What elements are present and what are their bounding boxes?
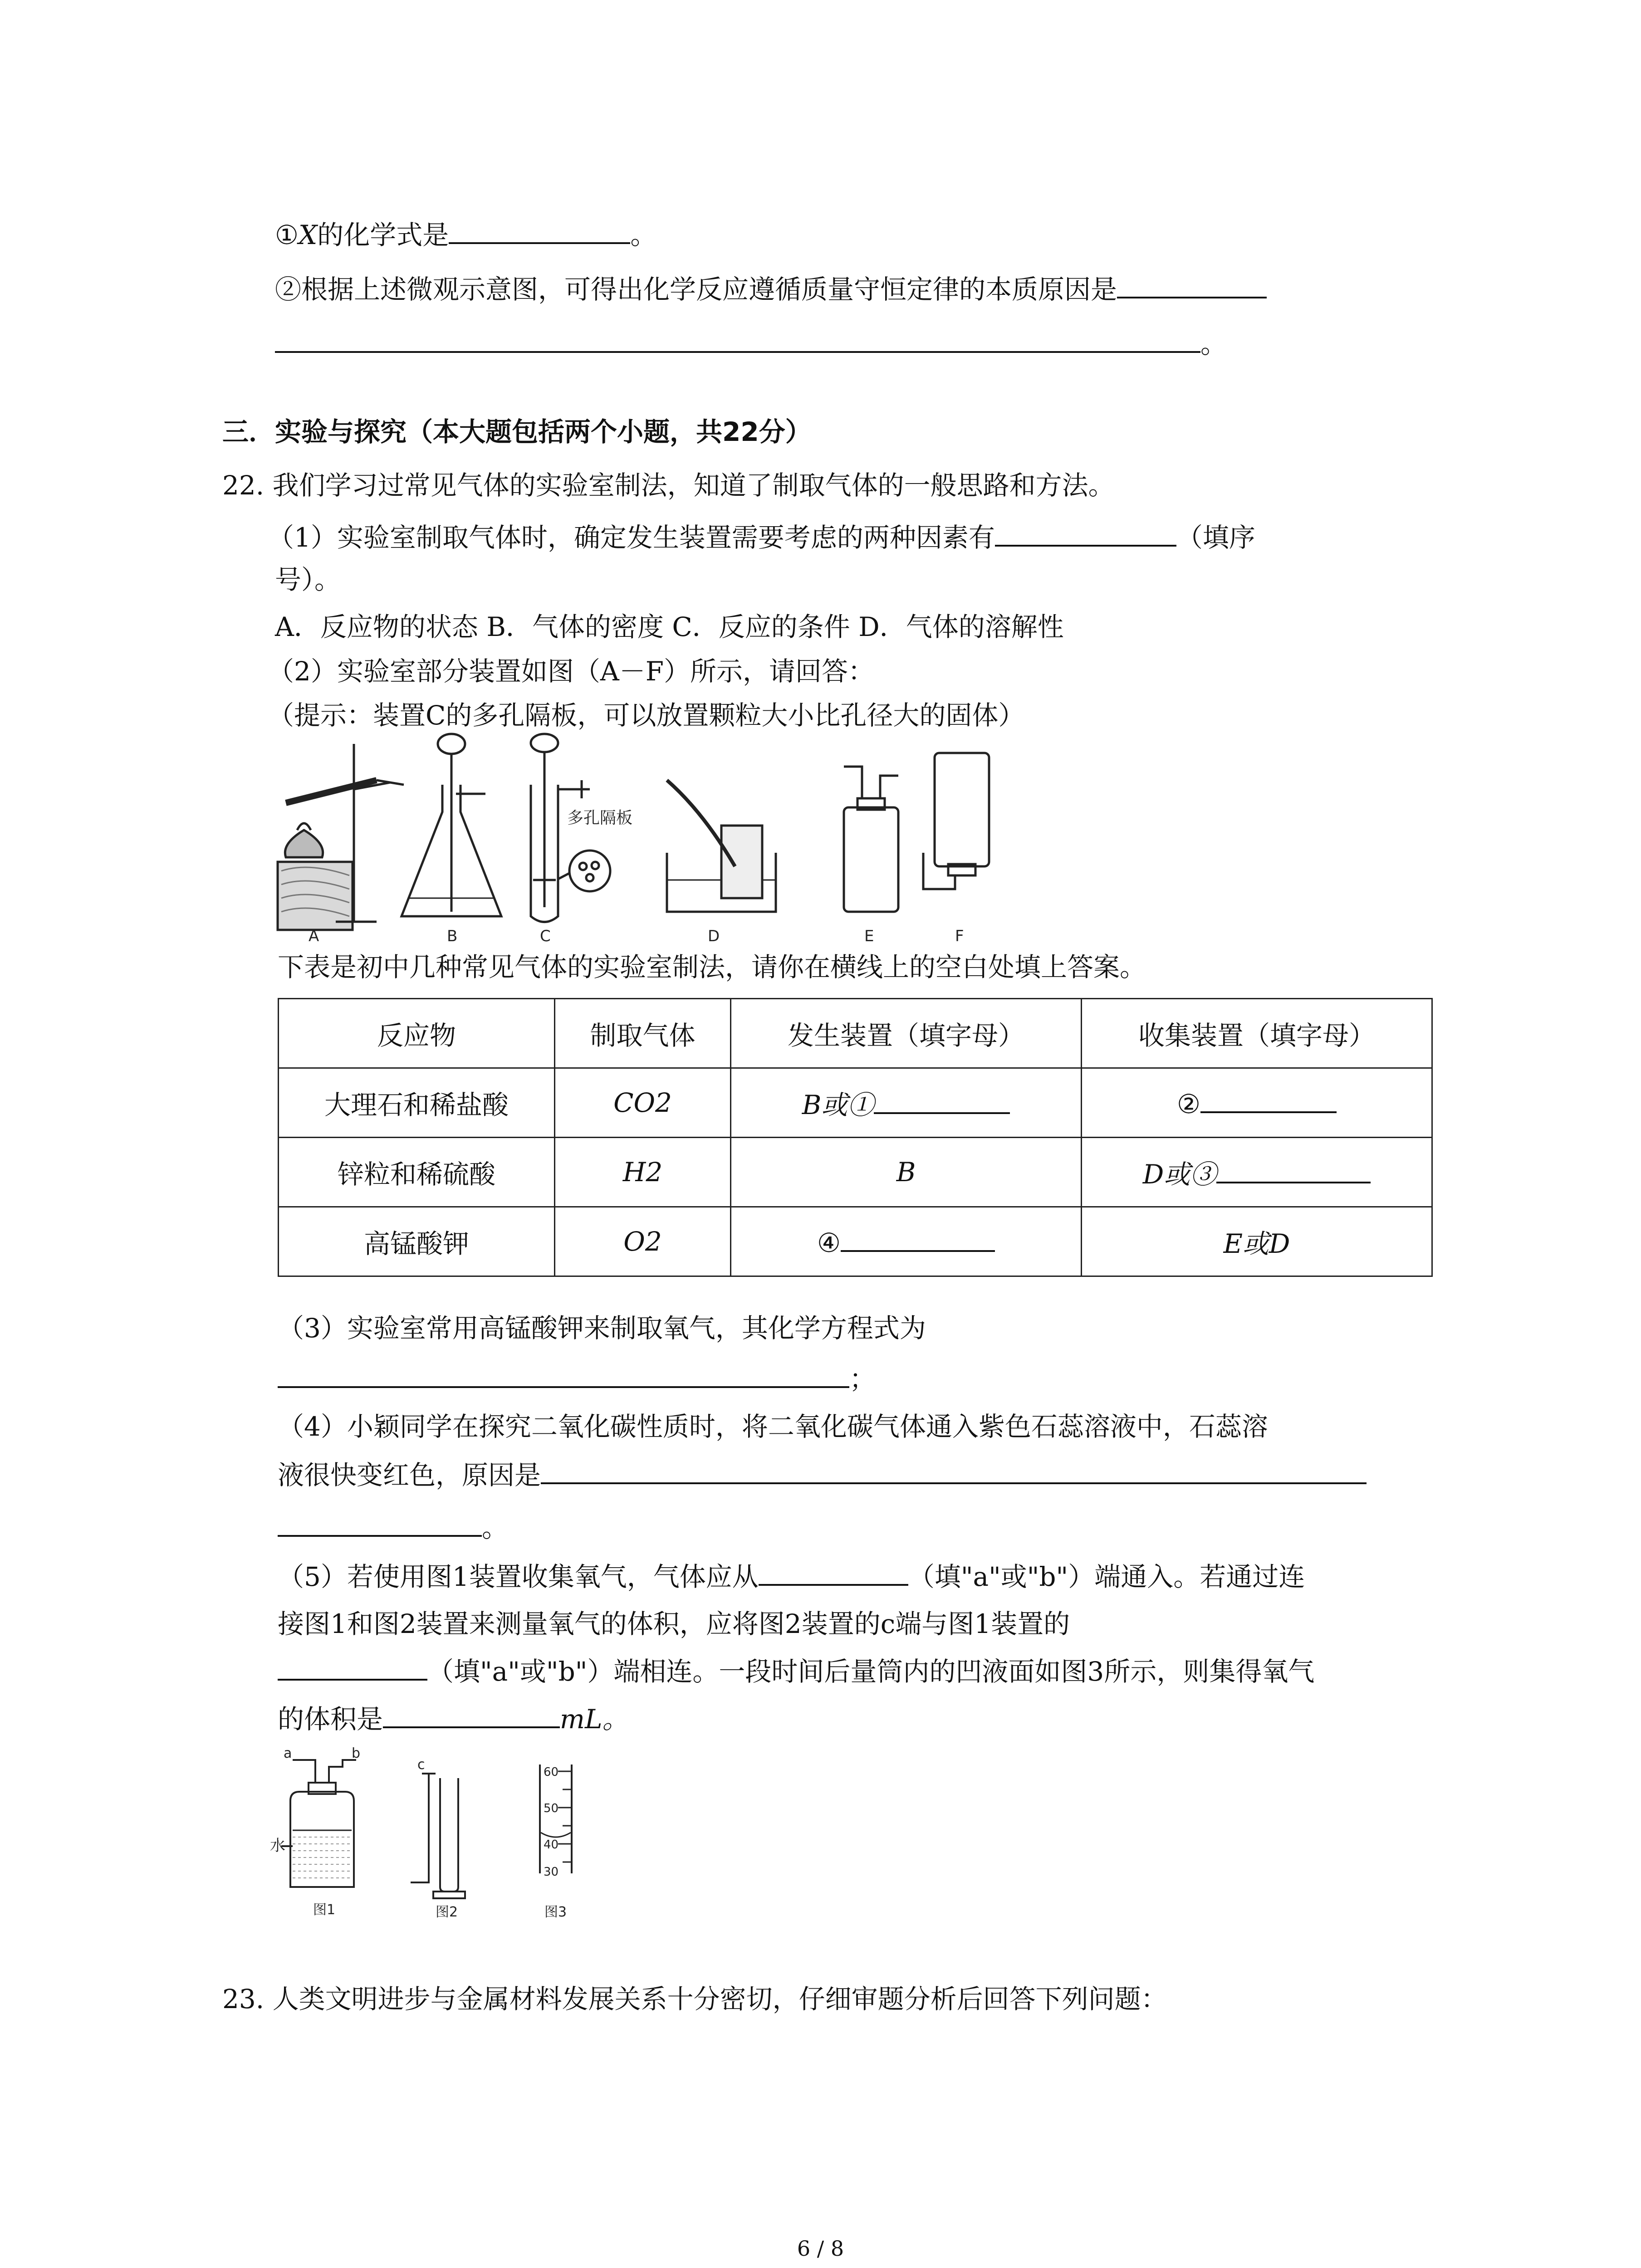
q22-s5-text4: 的体积是	[278, 1704, 383, 1735]
label-f: F	[955, 927, 964, 945]
gas-table	[278, 998, 1433, 1277]
fig1-a-label: a	[284, 1745, 292, 1761]
answer-blank[interactable]	[275, 326, 1200, 353]
q21-p2-text: ②根据上述微观示意图，可得出化学反应遵循质量守恒定律的本质原因是	[275, 274, 1117, 305]
q22-sub4-cont2	[278, 1510, 508, 1546]
q22-s5-text: （5）若使用图1装置收集氧气，气体应从	[278, 1561, 759, 1592]
col-header: 反应物	[279, 999, 555, 1068]
table-intro: 下表是初中几种常见气体的实验室制法，请你在横线上的空白处填上答案。	[278, 952, 1146, 982]
col-header: 发生装置（填字母）	[731, 999, 1082, 1068]
table-row	[279, 1138, 1432, 1207]
fig2-caption: 图2	[436, 1904, 458, 1920]
answer-blank[interactable]	[1200, 1086, 1337, 1113]
answer-blank[interactable]	[1117, 271, 1267, 298]
cell-reactant: 锌粒和稀硫酸	[279, 1138, 555, 1207]
fig1-water-label: 水	[270, 1837, 285, 1855]
circled-one: ①	[275, 220, 299, 250]
answer-blank[interactable]	[278, 1653, 427, 1681]
q21-part2	[275, 271, 1267, 308]
q22-s1-text: （1）实验室制取气体时，确定发生装置需要考虑的两种因素有	[268, 522, 995, 553]
q22-sub3: （3）实验室常用高锰酸钾来制取氧气，其化学方程式为	[278, 1313, 926, 1344]
apparatus-c	[531, 734, 610, 922]
answer-blank[interactable]	[278, 1510, 482, 1537]
answer-blank[interactable]	[841, 1225, 995, 1252]
cell-reactant: 高锰酸钾	[279, 1207, 555, 1276]
q22-hint: （提示：装置C的多孔隔板，可以放置颗粒大小比孔径大的固体）	[268, 700, 1025, 731]
section-title: 三．实验与探究（本大题包括两个小题，共22分）	[222, 416, 812, 447]
q22-sub3-cont	[278, 1361, 876, 1397]
unit-ml: mL。	[560, 1704, 629, 1735]
q22-sub5-line2: 接图1和图2装置来测量氧气的体积，应将图2装置的c端与图1装置的	[278, 1608, 1070, 1639]
q21-p2-end: 。	[1200, 328, 1227, 359]
q22-sub5-line3	[278, 1653, 1314, 1690]
q21-p1-end: 。	[630, 220, 657, 250]
figure-3-scale	[540, 1765, 572, 1873]
label-d: D	[708, 927, 720, 945]
tick-40: 40	[544, 1838, 559, 1852]
answer-blank[interactable]	[541, 1457, 1367, 1484]
q23-stem: 23. 人类文明进步与金属材料发展关系十分密切，仔细审题分析后回答下列问题：	[222, 1984, 1167, 2014]
q22-s5-text3: （填"a"或"b"）端相连。一段时间后量筒内的凹液面如图3所示，则集得氧气	[427, 1656, 1315, 1687]
apparatus-e	[844, 767, 898, 912]
q22-sub4-cont	[278, 1457, 1367, 1493]
apparatus-figure	[272, 735, 998, 948]
q22-s5-text2: （填"a"或"b"）端通入。若通过连	[908, 1561, 1305, 1592]
cell-gas: CO2	[555, 1068, 731, 1138]
answer-blank[interactable]	[995, 519, 1176, 547]
q21-part1	[275, 217, 656, 253]
answer-blank[interactable]	[759, 1559, 908, 1586]
q22-sub5-line4	[278, 1701, 629, 1737]
answer-blank[interactable]	[874, 1087, 1010, 1114]
figure-2-cylinder	[411, 1774, 465, 1898]
q22-sub4: （4）小颖同学在探究二氧化碳性质时，将二氧化碳气体通入紫色石蕊溶液中，石蕊溶	[278, 1411, 1268, 1442]
fig1-caption: 图1	[313, 1902, 336, 1918]
cell-generator: B或①	[731, 1068, 1082, 1138]
label-e: E	[864, 927, 874, 945]
tick-60: 60	[544, 1765, 559, 1779]
table-row	[279, 1207, 1432, 1276]
answer-blank[interactable]	[278, 1361, 849, 1388]
answer-blank[interactable]	[383, 1701, 560, 1728]
q21-part2-cont	[275, 326, 1227, 362]
cell-gas: O2	[555, 1207, 731, 1276]
q22-s4-end: 。	[482, 1512, 509, 1543]
tick-50: 50	[544, 1802, 559, 1815]
q22-stem: 22. 我们学习过常见气体的实验室制法，知道了制取气体的一般思路和方法。	[222, 470, 1115, 501]
table-header-row	[279, 999, 1432, 1068]
figure-1-bottle	[281, 1760, 356, 1887]
answer-blank[interactable]	[449, 217, 630, 244]
q22-options: A．反应物的状态 B．气体的密度 C．反应的条件 D．气体的溶解性	[275, 611, 1064, 642]
label-b: B	[447, 927, 458, 945]
cell-collector: ②	[1082, 1068, 1432, 1138]
q22-sub1	[268, 519, 1255, 556]
apparatus-a	[278, 744, 404, 930]
apparatus-f	[923, 753, 989, 889]
col-header: 收集装置（填字母）	[1082, 999, 1432, 1068]
cell-generator: B	[731, 1138, 1082, 1207]
var-x: X	[299, 220, 318, 250]
cell-collector: D或③	[1082, 1138, 1432, 1207]
col-header: 制取气体	[555, 999, 731, 1068]
label-a: A	[309, 927, 319, 945]
answer-blank[interactable]	[1216, 1156, 1371, 1183]
apparatus-b	[402, 734, 501, 916]
fig2-c-label: c	[417, 1757, 425, 1773]
tick-30: 30	[544, 1865, 559, 1879]
fig1-b-label: b	[352, 1745, 361, 1761]
page-number: 6 / 8	[797, 2236, 844, 2261]
apparatus-d	[667, 780, 776, 912]
q22-s4-text: 液很快变红色，原因是	[278, 1460, 541, 1491]
q22-s3-end: ；	[849, 1364, 876, 1394]
cell-gas: H2	[555, 1138, 731, 1207]
q22-sub1-cont: 号）。	[275, 564, 341, 595]
q22-sub5	[278, 1559, 1305, 1595]
q22-sub2: （2）实验室部分装置如图（A－F）所示，请回答：	[268, 656, 875, 687]
fig3-caption: 图3	[544, 1904, 567, 1920]
cell-reactant: 大理石和稀盐酸	[279, 1068, 555, 1138]
cell-collector: E或D	[1082, 1207, 1432, 1276]
cell-generator: ④	[731, 1207, 1082, 1276]
table-row	[279, 1068, 1432, 1138]
q21-p1-text: 的化学式是	[317, 220, 449, 250]
partition-label: 多孔隔板	[567, 809, 633, 827]
q22-s1-tail: （填序	[1176, 522, 1255, 553]
label-c: C	[540, 927, 551, 945]
measure-figure	[272, 1746, 635, 1919]
